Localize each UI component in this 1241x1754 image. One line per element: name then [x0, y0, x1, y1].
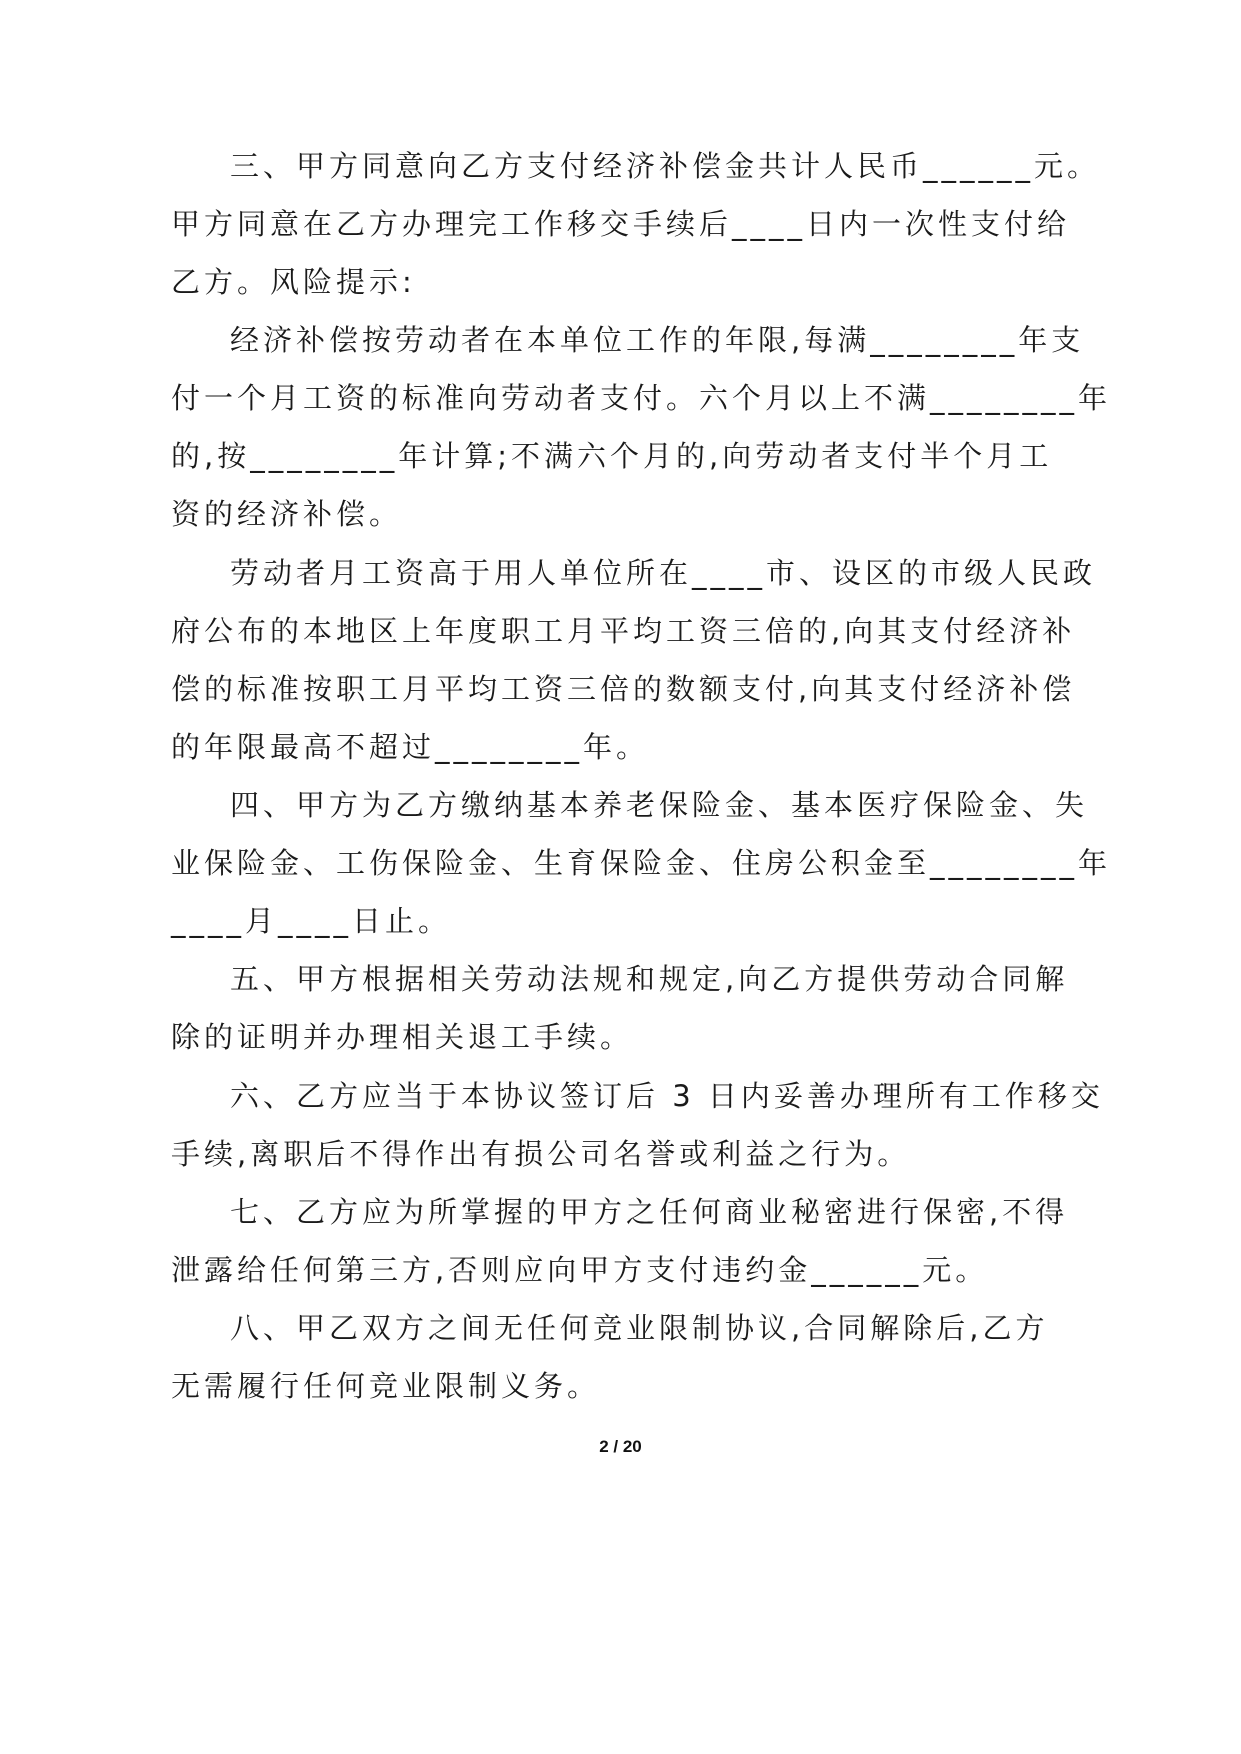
- body-line: 泄露给任何第三方,否则应向甲方支付违约金______元。: [171, 1253, 989, 1287]
- body-line: 四、甲方为乙方缴纳基本养老保险金、基本医疗保险金、失: [230, 788, 1089, 822]
- body-line: 的,按________年计算;不满六个月的,向劳动者支付半个月工: [171, 439, 1053, 473]
- page-number: 2 / 20: [599, 1437, 642, 1456]
- body-line: 劳动者月工资高于用人单位所在____市、设区的市级人民政: [230, 556, 1097, 590]
- body-line: 资的经济补偿。: [171, 497, 403, 531]
- body-line: 手续,离职后不得作出有损公司名誉或利益之行为。: [171, 1137, 911, 1171]
- body-line: 三、甲方同意向乙方支付经济补偿金共计人民币______元。: [230, 149, 1101, 183]
- body-line: 乙方。风险提示:: [171, 265, 416, 299]
- body-line: 业保险金、工伤保险金、生育保险金、住房公积金至________年: [171, 846, 1112, 880]
- body-line: 府公布的本地区上年度职工月平均工资三倍的,向其支付经济补: [171, 614, 1076, 648]
- body-line: 六、乙方应当于本协议签订后 3 日内妥善办理所有工作移交: [230, 1079, 1104, 1113]
- body-line: 甲方同意在乙方办理完工作移交手续后____日内一次性支付给: [171, 207, 1071, 241]
- body-line: ____月____日止。: [171, 904, 452, 938]
- body-line: 除的证明并办理相关退工手续。: [171, 1020, 634, 1054]
- body-line: 付一个月工资的标准向劳动者支付。六个月以上不满________年: [171, 381, 1112, 415]
- body-line: 无需履行任何竞业限制义务。: [171, 1369, 601, 1403]
- body-line: 八、甲乙双方之间无任何竞业限制协议,合同解除后,乙方: [230, 1311, 1049, 1345]
- body-line: 的年限最高不超过________年。: [171, 730, 650, 764]
- body-line: 经济补偿按劳动者在本单位工作的年限,每满________年支: [230, 323, 1085, 357]
- body-line: 偿的标准按职工月平均工资三倍的数额支付,向其支付经济补偿: [171, 672, 1076, 706]
- body-line: 五、甲方根据相关劳动法规和规定,向乙方提供劳动合同解: [230, 962, 1069, 996]
- body-line: 七、乙方应为所掌握的甲方之任何商业秘密进行保密,不得: [230, 1195, 1069, 1229]
